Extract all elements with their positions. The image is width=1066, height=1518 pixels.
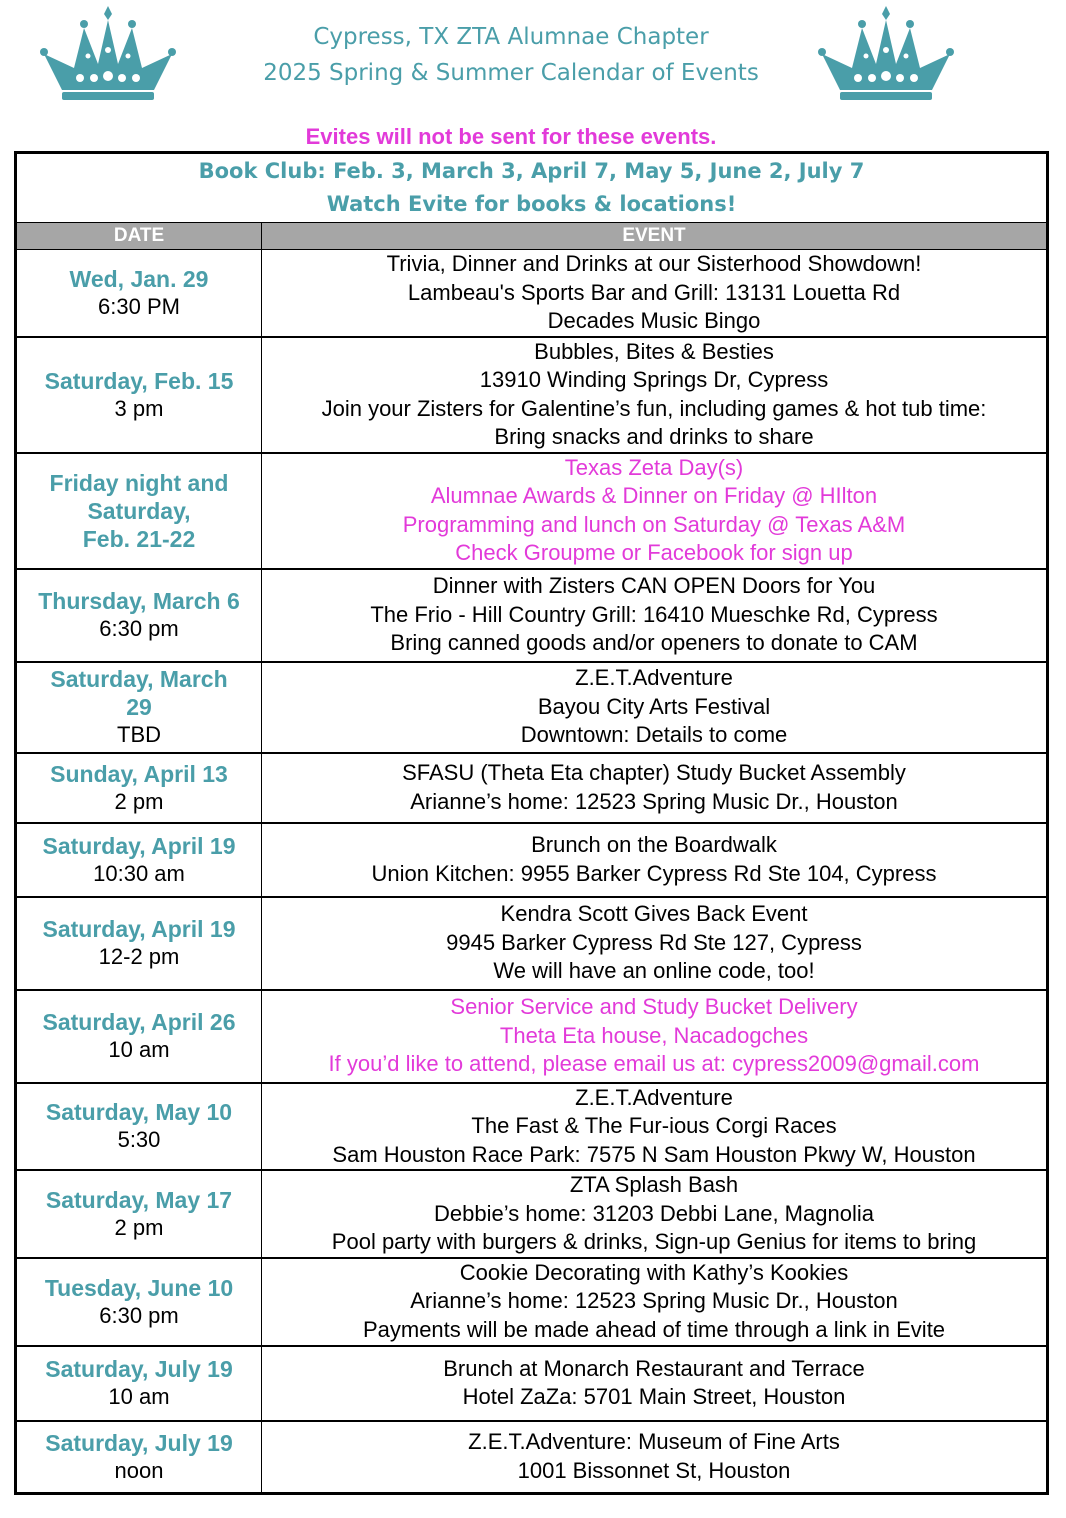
crown-icon bbox=[818, 6, 954, 102]
event-detail-line: Decades Music Bingo bbox=[547, 308, 761, 333]
table-row bbox=[16, 453, 1048, 569]
event-detail-line: Z.E.T.Adventure: Museum of Fine Arts bbox=[468, 1429, 840, 1455]
table-row bbox=[16, 1083, 1048, 1171]
event-detail-line: Join your Zisters for Galentine’s fun, including games & hot tub time: bbox=[321, 395, 987, 421]
event-detail-line: Programming and lunch on Saturday @ Texas A&M bbox=[402, 511, 906, 537]
event-date: Saturday, April 19 bbox=[42, 832, 236, 859]
evite-notice: Evites will not be sent for these events. bbox=[305, 124, 717, 149]
table-row bbox=[16, 662, 1048, 753]
event-date-cell bbox=[16, 662, 262, 753]
event-date-cell bbox=[16, 990, 262, 1083]
event-detail-line: Alumnae Awards & Dinner on Friday @ HIlton bbox=[430, 483, 878, 508]
event-detail-line: Downtown: Details to come bbox=[520, 722, 788, 748]
event-details-cell bbox=[262, 897, 1048, 990]
event-details-cell bbox=[262, 990, 1048, 1083]
event-detail-line: Lambeau's Sports Bar and Grill: 13131 Louetta Rd bbox=[407, 279, 901, 305]
event-date-cell bbox=[16, 1258, 262, 1346]
event-details-cell bbox=[262, 1170, 1048, 1258]
event-detail-line: Union Kitchen: 9955 Barker Cypress Rd Ste 104, Cypress bbox=[371, 860, 937, 886]
event-time: 10 am bbox=[108, 1384, 170, 1409]
event-details-cell bbox=[262, 1083, 1048, 1171]
event-detail-line: Pool party with burgers & drinks, Sign-up Genius for items to bring bbox=[331, 1229, 977, 1254]
event-detail-line: Trivia, Dinner and Drinks at our Sisterhood Showdown! bbox=[386, 251, 922, 276]
event-detail-line: Senior Service and Study Bucket Delivery bbox=[450, 994, 858, 1020]
event-time: 6:30 pm bbox=[99, 1302, 179, 1328]
event-date: Tuesday, June 10 bbox=[44, 1274, 234, 1301]
table-row bbox=[16, 569, 1048, 662]
event-detail-line: Sam Houston Race Park: 7575 N Sam Houston Pkwy W, Houston bbox=[332, 1141, 976, 1167]
page-subtitle: 2025 Spring & Summer Calendar of Events bbox=[263, 60, 759, 86]
event-detail-line: Texas Zeta Day(s) bbox=[564, 454, 744, 480]
table-row bbox=[16, 1421, 1048, 1494]
event-details-cell bbox=[262, 453, 1048, 569]
event-detail-line: Z.E.T.Adventure bbox=[575, 1084, 733, 1110]
event-detail-line: 13910 Winding Springs Dr, Cypress bbox=[479, 367, 829, 392]
event-date-cell bbox=[16, 1346, 262, 1421]
event-date-cell bbox=[16, 569, 262, 662]
event-date: Wed, Jan. 29 bbox=[69, 265, 209, 292]
table-header-row bbox=[16, 223, 1048, 250]
table-row bbox=[16, 337, 1048, 453]
event-detail-line: SFASU (Theta Eta chapter) Study Bucket Assembly bbox=[402, 760, 906, 785]
event-details-cell bbox=[262, 1421, 1048, 1494]
event-details-cell bbox=[262, 753, 1048, 823]
event-date-cell bbox=[16, 1170, 262, 1258]
event-detail-line: Payments will be made ahead of time through a link in Evite bbox=[362, 1316, 946, 1342]
event-time: 2 pm bbox=[114, 788, 164, 814]
event-date: Saturday, April 26 bbox=[42, 1009, 236, 1035]
event-column-header: EVENT bbox=[262, 223, 1048, 250]
event-detail-line: The Fast & The Fur-ious Corgi Races bbox=[471, 1113, 837, 1138]
event-time: 3 pm bbox=[114, 395, 164, 421]
event-date: Friday night and Saturday, Feb. 21-22 bbox=[49, 469, 229, 552]
event-date: Saturday, July 19 bbox=[45, 1429, 233, 1456]
event-details-cell bbox=[262, 1258, 1048, 1346]
event-date-cell bbox=[16, 823, 262, 897]
event-time: 5:30 bbox=[117, 1127, 161, 1153]
event-date-cell bbox=[16, 250, 262, 337]
book-club-row bbox=[16, 153, 1048, 223]
event-date: Saturday, July 19 bbox=[45, 1356, 233, 1382]
event-detail-line: Bayou City Arts Festival bbox=[537, 693, 771, 719]
event-details-cell bbox=[262, 569, 1048, 662]
events-table bbox=[14, 151, 1049, 1495]
page-title: Cypress, TX ZTA Alumnae Chapter bbox=[313, 24, 709, 50]
event-detail-line: Arianne’s home: 12523 Spring Music Dr., Houston bbox=[410, 1288, 898, 1314]
event-time: noon bbox=[114, 1457, 164, 1483]
event-date: Sunday, April 13 bbox=[50, 760, 228, 787]
event-details-cell bbox=[262, 662, 1048, 753]
table-row bbox=[16, 1346, 1048, 1421]
table-row bbox=[16, 1258, 1048, 1346]
event-detail-line: ZTA Splash Bash bbox=[569, 1172, 739, 1197]
event-detail-line: Bring canned goods and/or openers to donate to CAM bbox=[390, 630, 918, 656]
event-date-cell bbox=[16, 897, 262, 990]
table-row bbox=[16, 1170, 1048, 1258]
event-date: Saturday, May 10 bbox=[45, 1099, 233, 1126]
event-date: Saturday, May 17 bbox=[45, 1186, 233, 1213]
event-date: Thursday, March 6 bbox=[38, 588, 240, 614]
event-time: 12-2 pm bbox=[98, 944, 180, 969]
event-details-cell bbox=[262, 1346, 1048, 1421]
event-date-cell bbox=[16, 337, 262, 453]
event-details-cell bbox=[262, 823, 1048, 897]
event-detail-line: Cookie Decorating with Kathy’s Kookies bbox=[459, 1259, 849, 1285]
event-date-cell bbox=[16, 753, 262, 823]
event-detail-line: Debbie’s home: 31203 Debbi Lane, Magnolia bbox=[434, 1200, 874, 1226]
event-detail-line: Kendra Scott Gives Back Event bbox=[500, 901, 808, 927]
event-time: 2 pm bbox=[114, 1214, 164, 1240]
page-header bbox=[0, 0, 1066, 150]
table-row bbox=[16, 250, 1048, 337]
table-row bbox=[16, 897, 1048, 990]
event-time: 10 am bbox=[108, 1037, 170, 1062]
book-club-cell bbox=[16, 153, 1048, 223]
event-detail-line: If you’d like to attend, please email us at: cypress2009@gmail.com bbox=[328, 1051, 980, 1077]
event-detail-line: Dinner with Zisters CAN OPEN Doors for You bbox=[432, 573, 876, 599]
event-detail-line: Hotel ZaZa: 5701 Main Street, Houston bbox=[462, 1384, 846, 1409]
event-detail-line: Brunch on the Boardwalk bbox=[531, 832, 777, 857]
table-row bbox=[16, 753, 1048, 823]
event-detail-line: The Frio - Hill Country Grill: 16410 Mueschke Rd, Cypress bbox=[370, 601, 938, 627]
event-detail-line: 1001 Bissonnet St, Houston bbox=[517, 1457, 791, 1483]
event-detail-line: Check Groupme or Facebook for sign up bbox=[455, 540, 853, 565]
event-time: TBD bbox=[117, 722, 161, 747]
event-details-cell bbox=[262, 250, 1048, 337]
event-detail-line: Bubbles, Bites & Besties bbox=[534, 338, 774, 364]
event-time: 10:30 am bbox=[93, 860, 185, 886]
event-date: Saturday, April 19 bbox=[42, 916, 236, 942]
event-date-cell bbox=[16, 453, 262, 569]
event-detail-line: 9945 Barker Cypress Rd Ste 127, Cypress bbox=[446, 929, 862, 955]
event-date-cell bbox=[16, 1083, 262, 1171]
event-date: Saturday, March 29 bbox=[50, 666, 228, 720]
event-details-cell bbox=[262, 337, 1048, 453]
table-row bbox=[16, 823, 1048, 897]
crown-icon bbox=[40, 6, 176, 102]
event-date-cell bbox=[16, 1421, 262, 1494]
book-club-dates: Book Club: Feb. 3, March 3, April 7, May 5, June 2, July 7 bbox=[198, 159, 865, 183]
event-date: Saturday, Feb. 15 bbox=[44, 367, 234, 394]
date-column-header: DATE bbox=[16, 223, 262, 250]
event-time: 6:30 pm bbox=[99, 616, 179, 641]
table-row bbox=[16, 990, 1048, 1083]
event-time: 6:30 PM bbox=[98, 293, 180, 319]
event-detail-line: Theta Eta house, Nacadogches bbox=[499, 1022, 809, 1048]
book-club-note: Watch Evite for books & locations! bbox=[326, 192, 737, 216]
event-detail-line: Brunch at Monarch Restaurant and Terrace bbox=[443, 1355, 865, 1381]
event-detail-line: Bring snacks and drinks to share bbox=[494, 424, 814, 449]
event-detail-line: Arianne’s home: 12523 Spring Music Dr., Houston bbox=[410, 788, 898, 814]
event-detail-line: We will have an online code, too! bbox=[493, 958, 815, 984]
event-detail-line: Z.E.T.Adventure bbox=[575, 665, 733, 691]
